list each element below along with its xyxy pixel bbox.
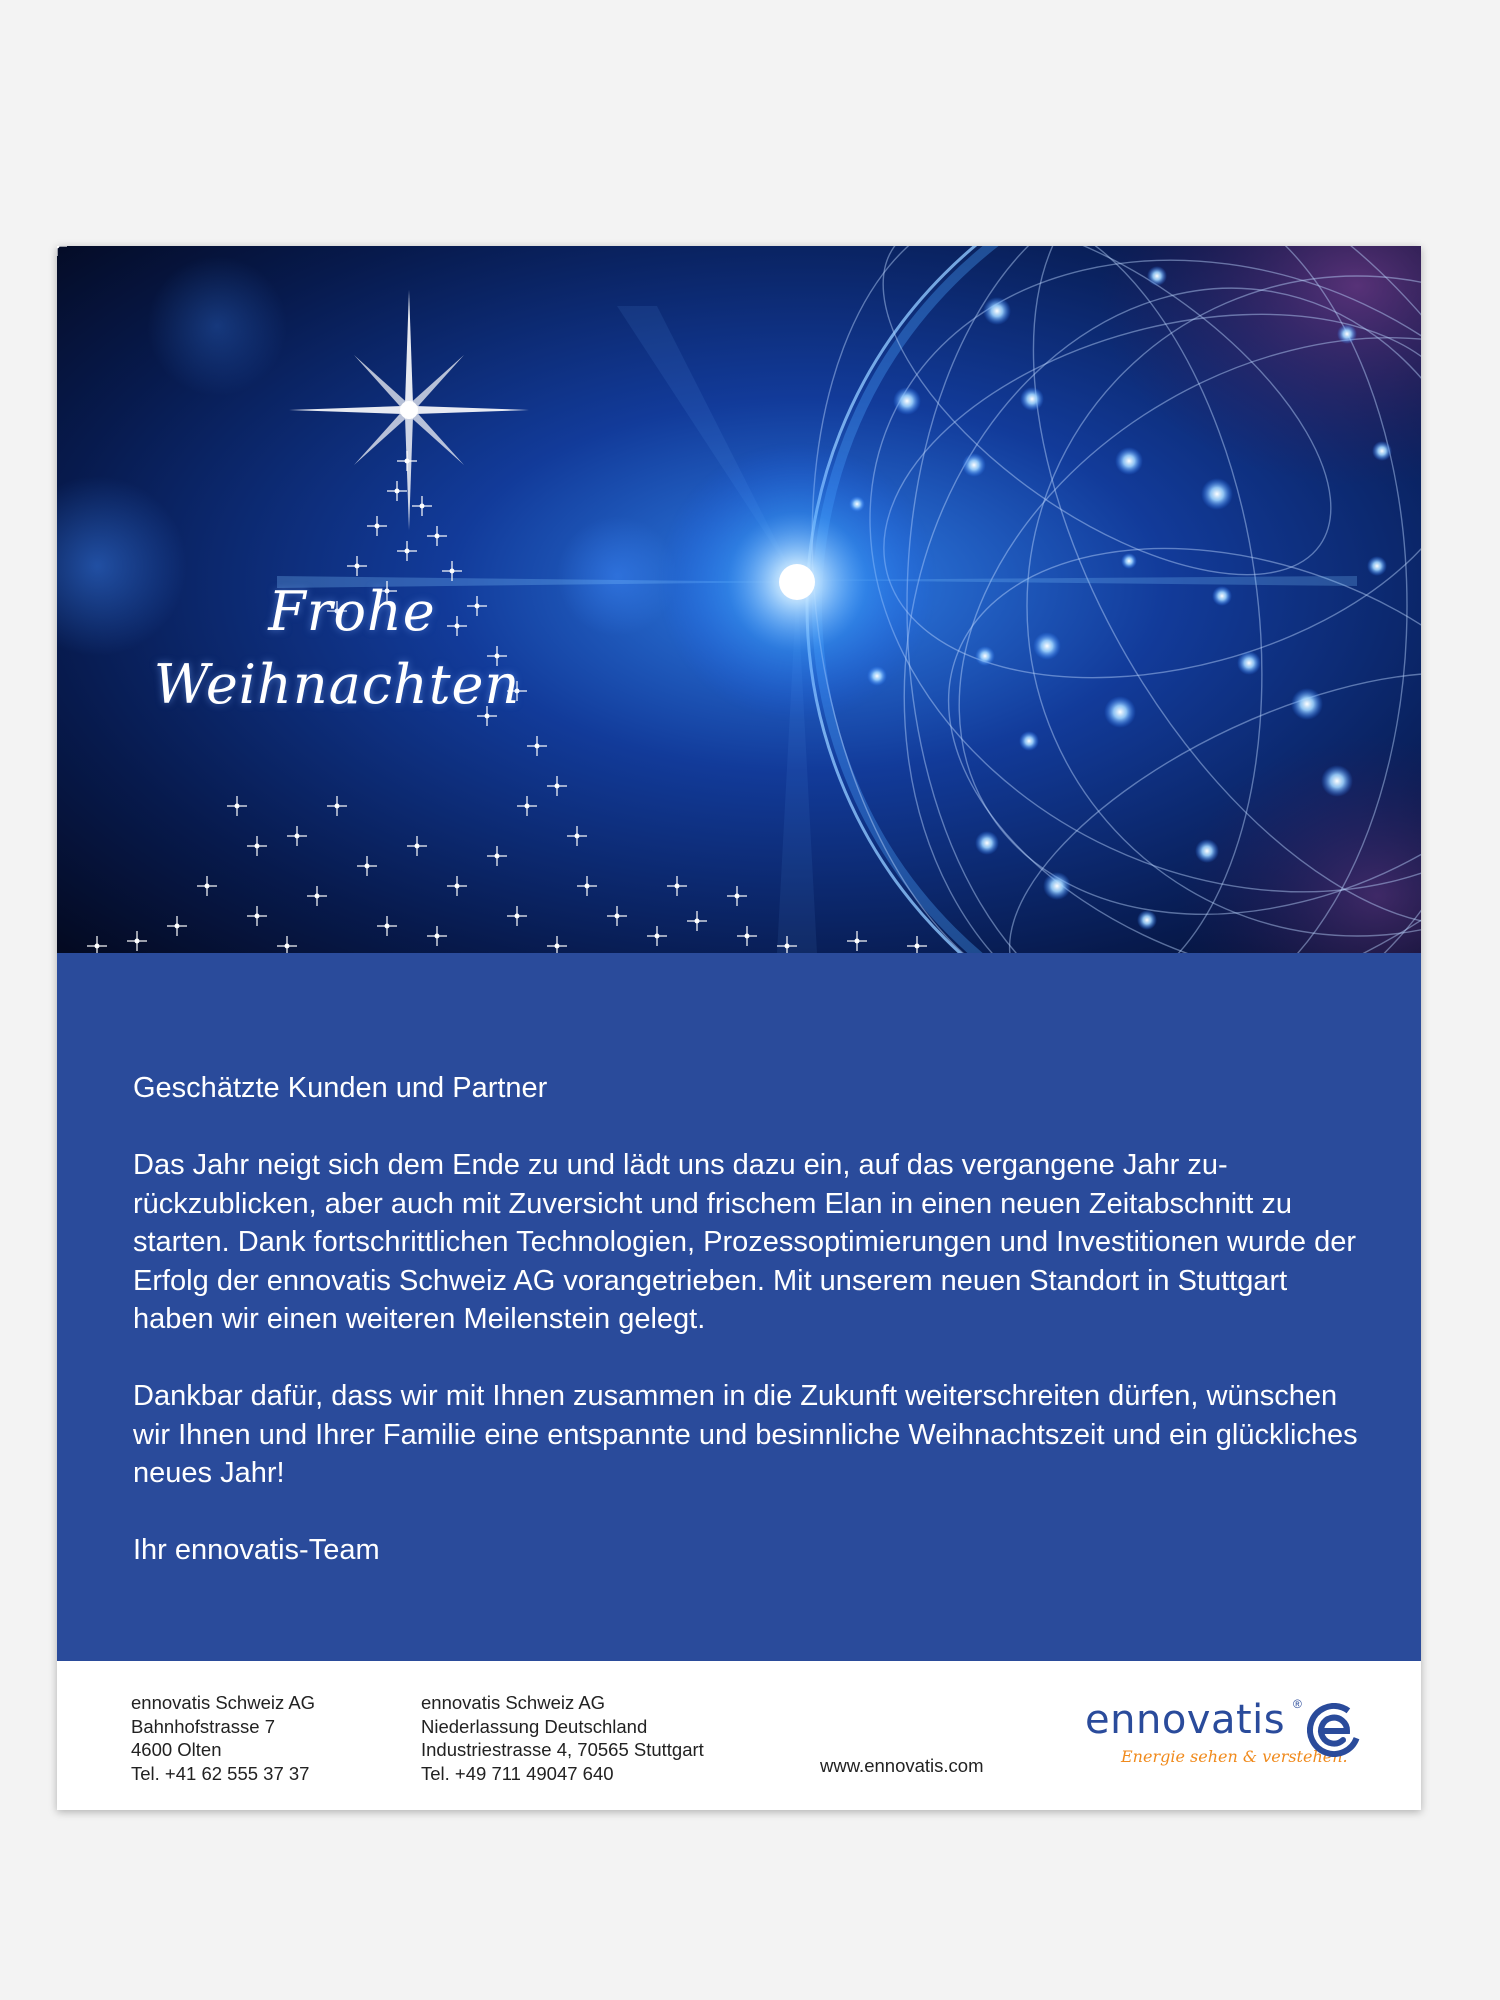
address-stuttgart: [421, 1691, 704, 1785]
logo-wordmark: ennovatis: [1085, 1697, 1286, 1743]
company-name: ennovatis Schweiz AG: [131, 1692, 316, 1713]
salutation: Geschätzte Kunden und Partner: [133, 1072, 548, 1104]
letter-panel: [57, 953, 1421, 1661]
footer: [57, 1661, 1421, 1810]
phone: Tel. +49 711 49047 640: [421, 1762, 614, 1784]
logo-tagline: Energie sehen & verstehen.: [1121, 1747, 1348, 1766]
city: 4600 Olten: [131, 1739, 222, 1760]
branch-name: Niederlassung Deutschland: [421, 1715, 648, 1737]
letter-text: [133, 1069, 1363, 1608]
christmas-greeting: [57, 576, 617, 722]
ennovatis-e-logo-icon: [1307, 1703, 1361, 1757]
greeting-line-1: Frohe: [268, 580, 436, 643]
letter-paragraph-1: Das Jahr neigt sich dem Ende zu und lädt uns dazu ein, auf das vergangene Jahr zurückzublicken, aber auch mit Zuversicht und frischem Elan in einen neuen Zeitabschnitt zu starten. Dank fortschrittlichen Technologien, Prozessoptimierungen und Investitionen wurde der Erfolg der ennovatis Schweiz AG vorangetrieben. Mit unserem neuen Standort in Stuttgart haben wir einen weiteren Meilenstein gelegt.: [133, 1149, 1356, 1335]
christmas-banner-image: [57, 246, 1421, 953]
website-link[interactable]: www.ennovatis.com: [820, 1755, 984, 1776]
phone: Tel. +41 62 555 37 37: [131, 1762, 310, 1784]
christmas-card: [57, 246, 1421, 1810]
street: Bahnhofstrasse 7: [131, 1715, 275, 1737]
registered-mark: ®: [1293, 1697, 1302, 1711]
company-name: ennovatis Schweiz AG: [421, 1692, 606, 1713]
ennovatis-logo[interactable]: [1085, 1697, 1365, 1777]
letter-paragraph-2: Dankbar dafür, dass wir mit Ihnen zusammen in die Zukunft weiterschreiten dürfen, wünschen wir Ihnen und Ihrer Familie eine entspannte und besinnliche Weihnachtszeit und ein glückliches neues Jahr!: [133, 1380, 1358, 1489]
signature: Ihr ennovatis-Team: [133, 1534, 380, 1566]
greeting-line-2: Weihnachten: [153, 652, 521, 716]
street: Industriestrasse 4, 70565 Stuttgart: [421, 1739, 704, 1760]
address-olten: [131, 1691, 315, 1785]
